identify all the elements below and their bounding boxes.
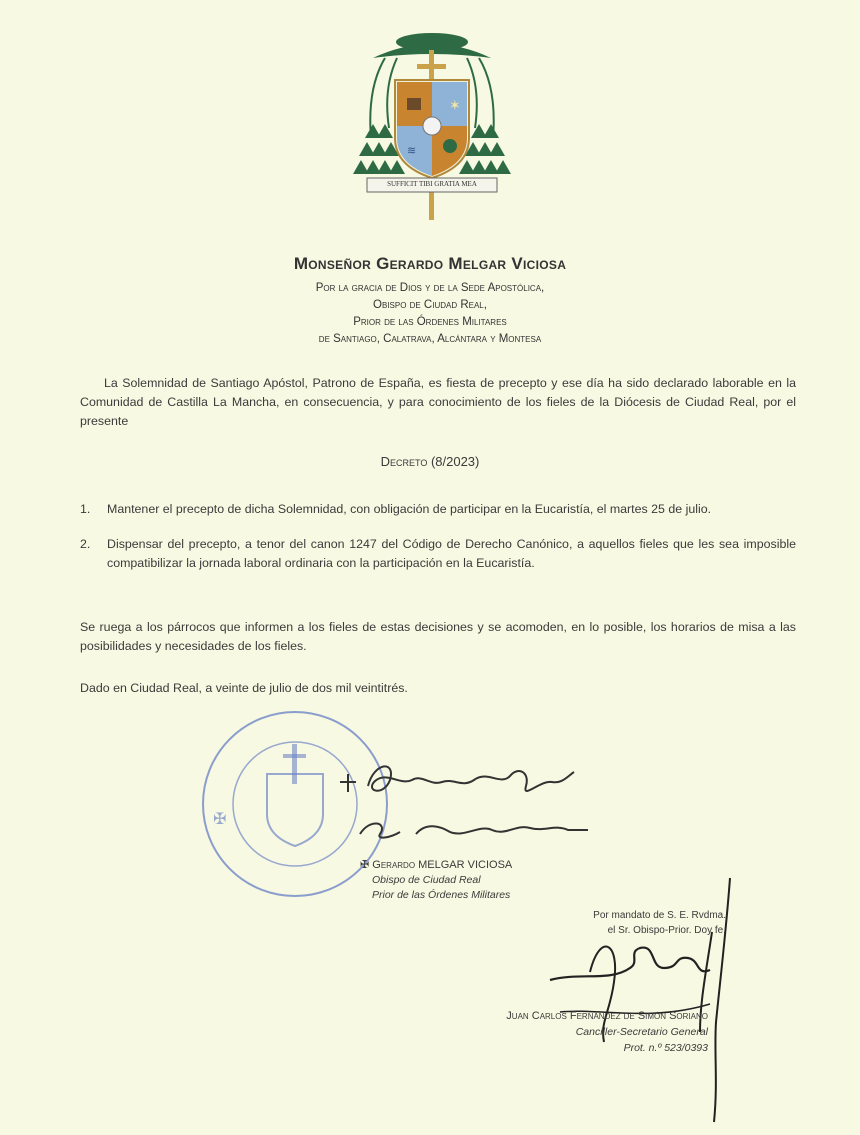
bishop-name: ✠ Gerardo MELGAR VICIOSA bbox=[360, 859, 513, 871]
request-paragraph: Se ruega a los párrocos que informen a los fieles de estas decisiones y se acomoden, en lo posible, los horarios de misa a las posibilidades y necesidades de los fieles. bbox=[80, 620, 796, 653]
svg-text:✶: ✶ bbox=[449, 98, 461, 114]
decree-title: Decreto (8/2023) bbox=[380, 454, 480, 469]
decree-items bbox=[80, 500, 796, 589]
item-number: 1. bbox=[80, 502, 91, 516]
bishop-subtitle bbox=[0, 280, 860, 348]
bishop-role: Obispo de Ciudad Real bbox=[372, 874, 481, 886]
chancellor-block bbox=[486, 1008, 708, 1056]
bishop-signature-icon bbox=[330, 752, 610, 848]
intro-text: La Solemnidad de Santiago Apóstol, Patrono de España, es fiesta de precepto y ese día ha sido declarado laborable en la Comunidad de Castilla La Mancha, en consecuencia, y para conocimiento de los fieles de la Diócesis de Ciudad Real, por el presente bbox=[80, 376, 796, 428]
item-text: Mantener el precepto de dicha Solemnidad, con obligación de participar en la Eucaristía, el martes 25 de julio. bbox=[107, 502, 712, 516]
subtitle-line: Prior de las Órdenes Militares bbox=[353, 316, 507, 328]
svg-text:✠: ✠ bbox=[213, 809, 227, 828]
chancellor-signature-icon bbox=[530, 872, 770, 1132]
bishop-signature-block bbox=[360, 858, 512, 903]
motto-text: SUFFICIT TIBI GRATIA MEA bbox=[387, 180, 477, 188]
bishop-title: Monseñor Gerardo Melgar Viciosa bbox=[293, 254, 567, 273]
protocol-number: Prot. n.º 523/0393 bbox=[623, 1042, 708, 1054]
bishop-role: Prior de las Órdenes Militares bbox=[372, 889, 511, 901]
intro-paragraph bbox=[80, 374, 796, 431]
svg-text:≋: ≋ bbox=[407, 144, 417, 157]
mandate-line: el Sr. Obispo-Prior. Doy fe. bbox=[607, 925, 726, 936]
document-header bbox=[0, 254, 860, 348]
subtitle-line: Obispo de Ciudad Real, bbox=[373, 299, 487, 311]
subtitle-line: Por la gracia de Dios y de la Sede Apostólica, bbox=[315, 282, 545, 294]
decree-item bbox=[80, 500, 796, 519]
decree-item bbox=[80, 535, 796, 573]
chancellor-name: Juan Carlos Fernández de Simón Soriano bbox=[506, 1010, 708, 1022]
item-number: 2. bbox=[80, 537, 91, 551]
item-text: Dispensar del precepto, a tenor del canon 1247 del Código de Derecho Canónico, a aquellos fieles que les sea imposible compatibilizar la jornada laboral ordinaria con la participación en la Eucaristía. bbox=[107, 537, 796, 570]
coat-of-arms-icon bbox=[337, 28, 527, 224]
mandate-line: Por mandato de S. E. Rvdma. bbox=[593, 910, 726, 921]
chancellor-role: Canciller-Secretario General bbox=[575, 1026, 708, 1038]
subtitle-line: de Santiago, Calatrava, Alcántara y Montesa bbox=[318, 333, 542, 345]
dated-line: Dado en Ciudad Real, a veinte de julio de dos mil veintitrés. bbox=[80, 681, 408, 695]
